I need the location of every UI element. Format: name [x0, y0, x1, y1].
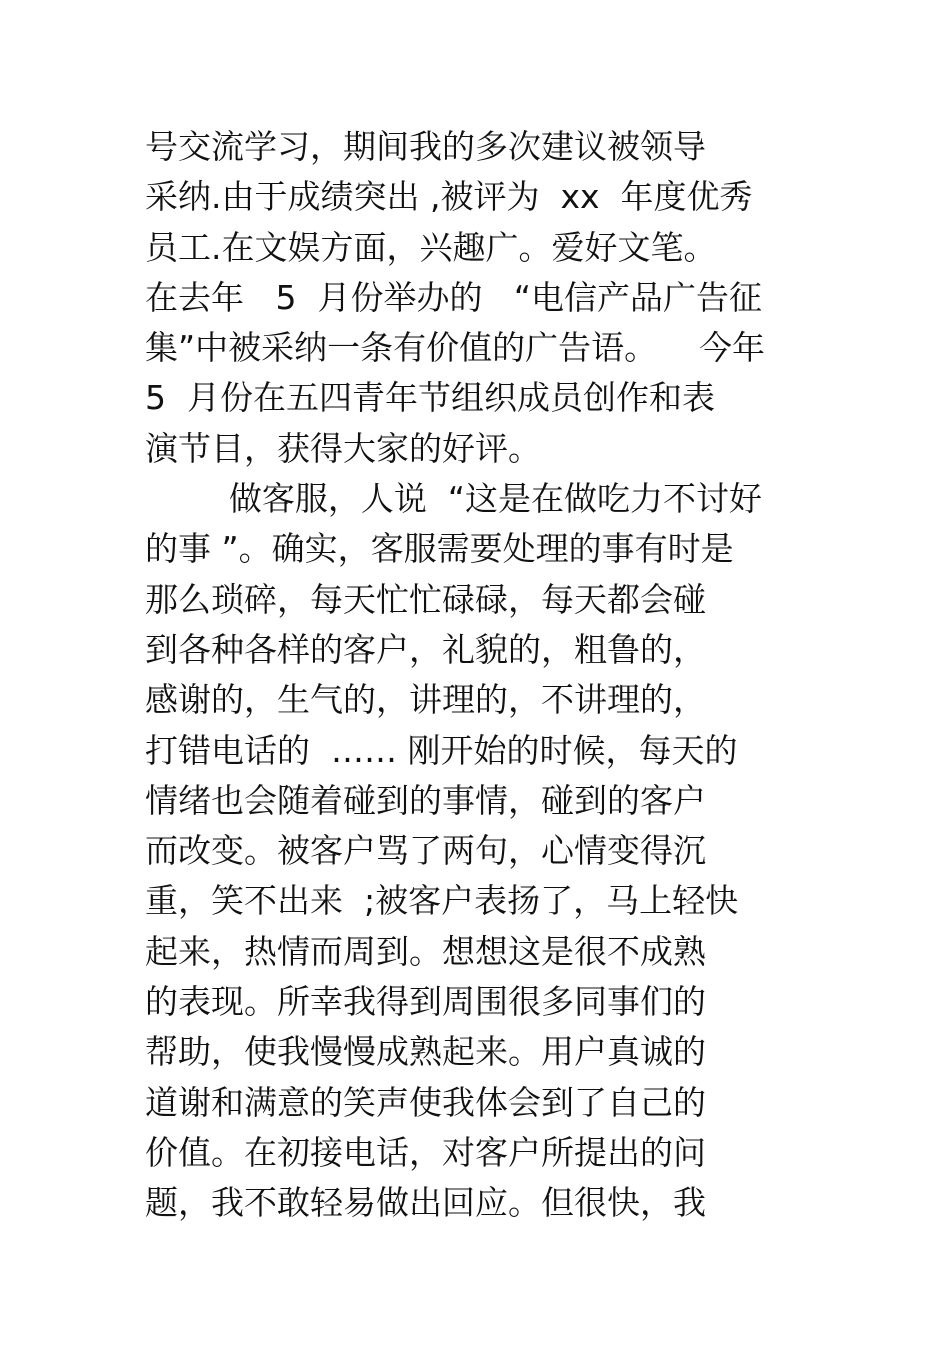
text-line: 号交流学习，期间我的多次建议被领导	[145, 127, 706, 166]
text-line: 起来，热情而周到。想想这是很不成熟	[145, 931, 706, 971]
text-line: 的表现。所幸我得到周围很多同事们的	[145, 982, 706, 1022]
text-line: 员工.在文娱方面，兴趣广。爱好文笔。	[145, 227, 717, 267]
body-text	[145, 122, 825, 1229]
text-line: 演节目，获得大家的好评。	[145, 428, 541, 468]
text-line: 在去年 5 月份举办的 “电信产品广告征	[145, 277, 763, 317]
text-line: 5 月份在五四青年节组织成员创作和表	[145, 378, 715, 418]
text-line: 打错电话的 …… 刚开始的时候，每天的	[145, 730, 738, 770]
text-line: 采纳.由于成绩突出 ,被评为 xx 年度优秀	[145, 177, 753, 217]
text-line: 重，笑不出来 ;被客户表扬了，马上轻快	[145, 881, 739, 921]
text-line: 集”中被采纳一条有价值的广告语。 今年	[145, 328, 766, 368]
text-line: 的事 ”。确实，客服需要处理的事有时是	[145, 529, 734, 569]
text-line: 到各种各样的客户，礼貌的，粗鲁的，	[145, 629, 706, 669]
text-line: 做客服，人说 “这是在做吃力不讨好	[145, 479, 762, 519]
text-line: 帮助，使我慢慢成熟起来。用户真诚的	[145, 1032, 706, 1072]
text-line: 题，我不敢轻易做出回应。但很快，我	[145, 1183, 706, 1223]
text-line: 而改变。被客户骂了两句，心情变得沉	[145, 831, 706, 871]
text-line: 情绪也会随着碰到的事情，碰到的客户	[145, 780, 706, 820]
text-line: 那么琐碎，每天忙忙碌碌，每天都会碰	[145, 579, 706, 619]
text-line: 价值。在初接电话，对客户所提出的问	[145, 1132, 706, 1172]
text-line: 感谢的，生气的，讲理的，不讲理的，	[145, 680, 706, 720]
text-line: 道谢和满意的笑声使我体会到了自己的	[145, 1082, 706, 1122]
